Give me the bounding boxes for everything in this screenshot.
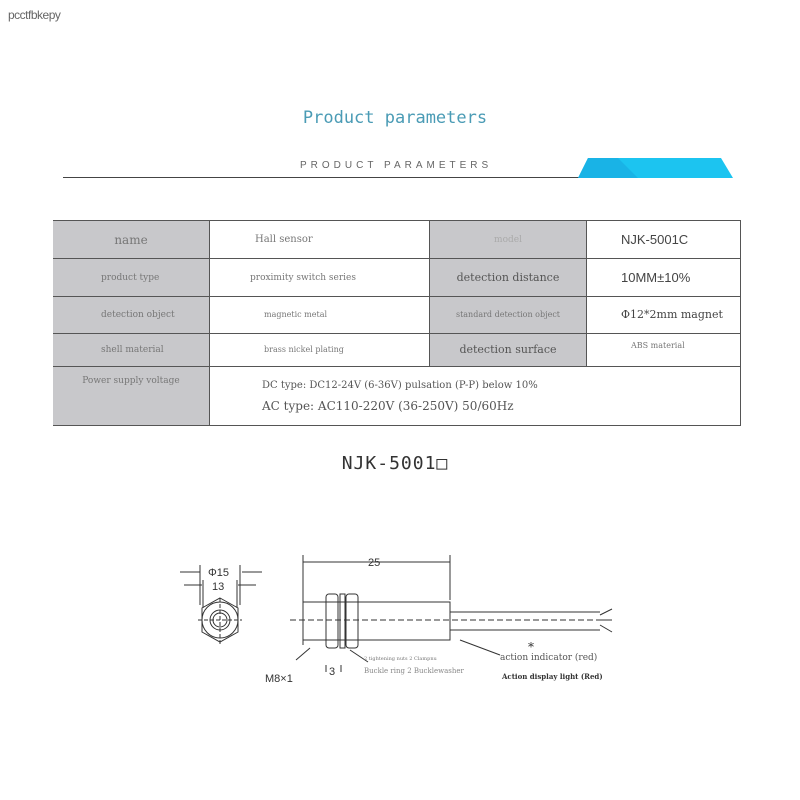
cell-value: brass nickel plating	[210, 334, 430, 367]
dim-thread: M8×1	[265, 673, 293, 685]
cell-label: product type	[53, 259, 210, 297]
washer-note: Buckle ring 2 Bucklewasher	[364, 667, 464, 675]
cell-label: shell material	[53, 334, 210, 367]
cell-value: proximity switch series	[210, 259, 430, 297]
cell-value: magnetic metal	[210, 297, 430, 334]
cell-label: model	[430, 221, 587, 259]
cell-value: ABS material	[587, 334, 741, 367]
table-row	[53, 334, 741, 367]
table-row	[53, 367, 741, 426]
nuts-note: 2 tightening nuts 2 Clampnu	[364, 656, 437, 662]
indicator-label-en: Action display light (Red)	[502, 672, 603, 681]
watermark: pcctfbkepy	[8, 8, 61, 22]
table-row	[53, 221, 741, 259]
cell-label: detection surface	[430, 334, 587, 367]
cell-value: NJK-5001C	[587, 221, 741, 259]
cell-label: name	[53, 221, 210, 259]
asterisk: *	[528, 640, 534, 654]
cell-label: Power supply voltage	[53, 367, 210, 426]
dc-spec: DC type: DC12-24V (6-36V) pulsation (P-P) below 10%	[262, 380, 538, 391]
header-accent-tab	[578, 158, 733, 178]
power-values	[210, 367, 741, 426]
page-title: Product parameters	[302, 108, 488, 128]
sensor-dimension-drawing	[0, 540, 800, 690]
indicator-label: action indicator (red)	[500, 653, 598, 663]
table-row	[53, 259, 741, 297]
dim-outer: Φ15	[208, 567, 230, 579]
cell-value: Φ12*2mm magnet	[587, 297, 741, 334]
model-heading: NJK-5001□	[341, 453, 449, 474]
cell-label: detection distance	[430, 259, 587, 297]
cell-label: standard detection object	[430, 297, 587, 334]
cell-value: Hall sensor	[210, 221, 430, 259]
dim-inner: 13	[212, 581, 225, 593]
dim-nut: 3	[329, 666, 336, 678]
ac-spec: AC type: AC110-220V (36-250V) 50/60Hz	[262, 399, 514, 413]
cell-label: detection object	[53, 297, 210, 334]
table-row	[53, 297, 741, 334]
page-subtitle: PRODUCT PARAMETERS	[300, 160, 493, 171]
dim-length: 25	[368, 557, 381, 569]
parameters-table	[53, 220, 741, 426]
cell-value: 10MM±10%	[587, 259, 741, 297]
